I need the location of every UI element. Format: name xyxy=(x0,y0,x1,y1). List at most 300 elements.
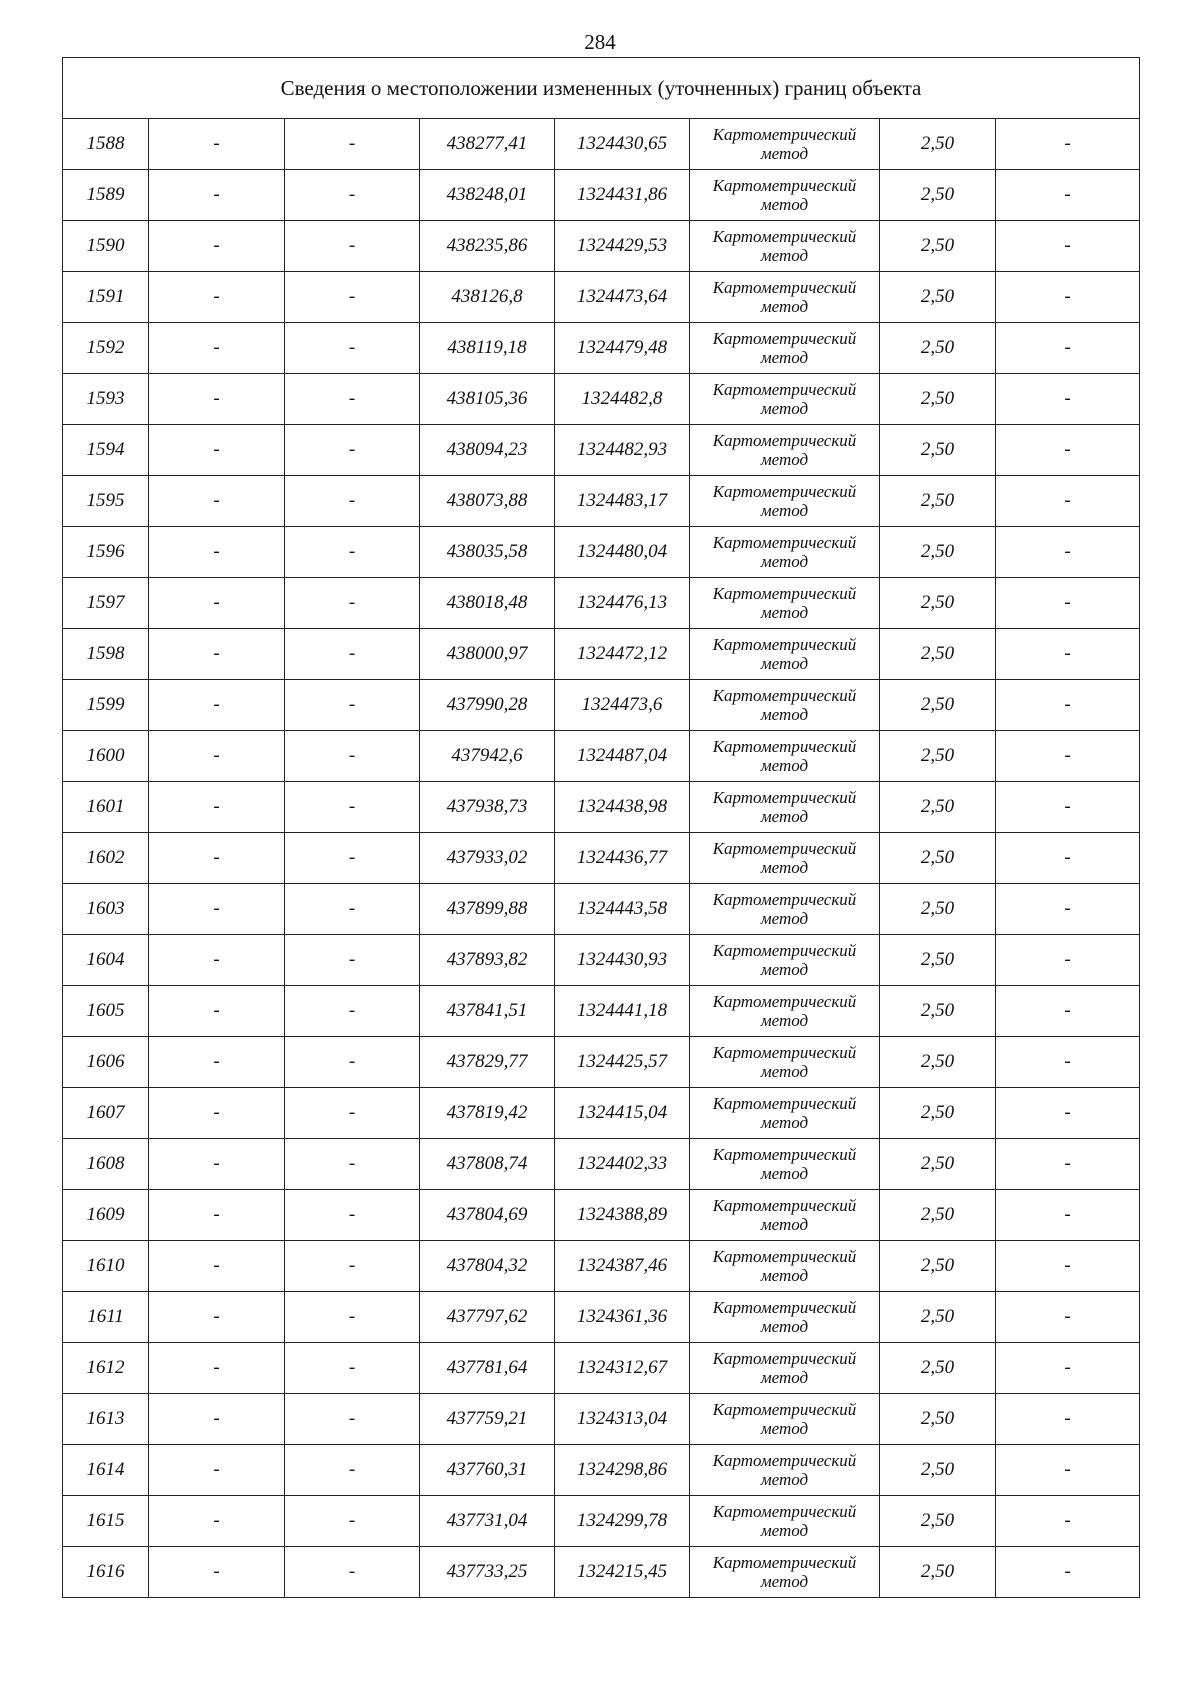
table-row xyxy=(63,1190,1140,1241)
new-x-cell: 437808,74 xyxy=(420,1139,555,1190)
point-number-cell: 1595 xyxy=(63,476,149,527)
new-y-cell: 1324313,04 xyxy=(555,1394,690,1445)
old-y-cell: - xyxy=(285,1292,420,1343)
point-number-cell: 1610 xyxy=(63,1241,149,1292)
point-number-cell: 1605 xyxy=(63,986,149,1037)
old-y-cell: - xyxy=(285,1190,420,1241)
method-line-2: метод xyxy=(760,705,809,724)
old-y-cell: - xyxy=(285,323,420,374)
point-number-cell: 1604 xyxy=(63,935,149,986)
new-x-cell: 438035,58 xyxy=(420,527,555,578)
method-line-1: Картометрический xyxy=(712,1247,857,1266)
old-x-cell: - xyxy=(149,272,285,323)
method-line-2: метод xyxy=(760,603,809,622)
new-x-cell: 437781,64 xyxy=(420,1343,555,1394)
point-number-cell: 1614 xyxy=(63,1445,149,1496)
old-y-cell: - xyxy=(285,884,420,935)
description-cell: - xyxy=(996,731,1140,782)
accuracy-cell: 2,50 xyxy=(880,731,996,782)
description-cell: - xyxy=(996,119,1140,170)
table-row xyxy=(63,884,1140,935)
method-line-1: Картометрический xyxy=(712,1298,857,1317)
old-x-cell: - xyxy=(149,1292,285,1343)
old-y-cell: - xyxy=(285,935,420,986)
table-row xyxy=(63,1496,1140,1547)
method-line-1: Картометрический xyxy=(712,839,857,858)
table-row xyxy=(63,1139,1140,1190)
table-row xyxy=(63,782,1140,833)
table-row xyxy=(63,1292,1140,1343)
old-x-cell: - xyxy=(149,1037,285,1088)
new-y-cell: 1324387,46 xyxy=(555,1241,690,1292)
method-line-2: метод xyxy=(760,1266,809,1285)
old-x-cell: - xyxy=(149,629,285,680)
point-number-cell: 1591 xyxy=(63,272,149,323)
accuracy-cell: 2,50 xyxy=(880,1496,996,1547)
accuracy-cell: 2,50 xyxy=(880,1190,996,1241)
method-cell xyxy=(690,629,880,680)
method-line-1: Картометрический xyxy=(712,482,857,501)
new-y-cell: 1324402,33 xyxy=(555,1139,690,1190)
table-row xyxy=(63,1088,1140,1139)
old-y-cell: - xyxy=(285,221,420,272)
accuracy-cell: 2,50 xyxy=(880,1088,996,1139)
old-x-cell: - xyxy=(149,935,285,986)
method-line-2: метод xyxy=(760,1164,809,1183)
old-y-cell: - xyxy=(285,476,420,527)
table-row xyxy=(63,1241,1140,1292)
old-x-cell: - xyxy=(149,884,285,935)
old-y-cell: - xyxy=(285,1343,420,1394)
accuracy-cell: 2,50 xyxy=(880,578,996,629)
description-cell: - xyxy=(996,1496,1140,1547)
description-cell: - xyxy=(996,680,1140,731)
new-x-cell: 437804,69 xyxy=(420,1190,555,1241)
method-cell xyxy=(690,1547,880,1598)
point-number-cell: 1598 xyxy=(63,629,149,680)
method-cell xyxy=(690,1496,880,1547)
method-cell xyxy=(690,374,880,425)
new-y-cell: 1324299,78 xyxy=(555,1496,690,1547)
accuracy-cell: 2,50 xyxy=(880,986,996,1037)
table-row xyxy=(63,272,1140,323)
new-x-cell: 437841,51 xyxy=(420,986,555,1037)
method-cell xyxy=(690,1241,880,1292)
old-x-cell: - xyxy=(149,1088,285,1139)
method-line-1: Картометрический xyxy=(712,1400,857,1419)
method-cell xyxy=(690,170,880,221)
old-x-cell: - xyxy=(149,1343,285,1394)
description-cell: - xyxy=(996,1547,1140,1598)
description-cell: - xyxy=(996,1394,1140,1445)
method-line-1: Картометрический xyxy=(712,686,857,705)
point-number-cell: 1613 xyxy=(63,1394,149,1445)
old-x-cell: - xyxy=(149,731,285,782)
point-number-cell: 1608 xyxy=(63,1139,149,1190)
method-line-1: Картометрический xyxy=(712,278,857,297)
new-y-cell: 1324487,04 xyxy=(555,731,690,782)
new-y-cell: 1324483,17 xyxy=(555,476,690,527)
point-number-cell: 1612 xyxy=(63,1343,149,1394)
method-line-1: Картометрический xyxy=(712,584,857,603)
description-cell: - xyxy=(996,1190,1140,1241)
method-line-2: метод xyxy=(760,1062,809,1081)
table-row xyxy=(63,170,1140,221)
new-x-cell: 438126,8 xyxy=(420,272,555,323)
accuracy-cell: 2,50 xyxy=(880,833,996,884)
accuracy-cell: 2,50 xyxy=(880,1394,996,1445)
description-cell: - xyxy=(996,476,1140,527)
accuracy-cell: 2,50 xyxy=(880,1547,996,1598)
accuracy-cell: 2,50 xyxy=(880,1139,996,1190)
table-row xyxy=(63,1037,1140,1088)
page-number: 284 xyxy=(584,30,616,54)
method-cell xyxy=(690,578,880,629)
new-y-cell: 1324482,8 xyxy=(555,374,690,425)
description-cell: - xyxy=(996,986,1140,1037)
description-cell: - xyxy=(996,1292,1140,1343)
new-y-cell: 1324312,67 xyxy=(555,1343,690,1394)
old-y-cell: - xyxy=(285,782,420,833)
point-number-cell: 1603 xyxy=(63,884,149,935)
table-row xyxy=(63,425,1140,476)
accuracy-cell: 2,50 xyxy=(880,374,996,425)
method-cell xyxy=(690,323,880,374)
method-line-1: Картометрический xyxy=(712,1094,857,1113)
table-row xyxy=(63,323,1140,374)
table-row xyxy=(63,986,1140,1037)
description-cell: - xyxy=(996,1445,1140,1496)
method-cell xyxy=(690,986,880,1037)
description-cell: - xyxy=(996,1343,1140,1394)
old-x-cell: - xyxy=(149,374,285,425)
old-x-cell: - xyxy=(149,986,285,1037)
point-number-cell: 1615 xyxy=(63,1496,149,1547)
description-cell: - xyxy=(996,374,1140,425)
accuracy-cell: 2,50 xyxy=(880,1037,996,1088)
method-cell xyxy=(690,680,880,731)
method-cell xyxy=(690,1139,880,1190)
description-cell: - xyxy=(996,884,1140,935)
new-y-cell: 1324388,89 xyxy=(555,1190,690,1241)
old-x-cell: - xyxy=(149,680,285,731)
old-y-cell: - xyxy=(285,272,420,323)
old-y-cell: - xyxy=(285,1088,420,1139)
old-y-cell: - xyxy=(285,119,420,170)
new-x-cell: 437797,62 xyxy=(420,1292,555,1343)
old-y-cell: - xyxy=(285,680,420,731)
method-line-2: метод xyxy=(760,1572,809,1591)
table-row xyxy=(63,527,1140,578)
method-line-2: метод xyxy=(760,297,809,316)
old-x-cell: - xyxy=(149,476,285,527)
new-x-cell: 437990,28 xyxy=(420,680,555,731)
accuracy-cell: 2,50 xyxy=(880,1292,996,1343)
method-cell xyxy=(690,1343,880,1394)
new-y-cell: 1324479,48 xyxy=(555,323,690,374)
old-x-cell: - xyxy=(149,1241,285,1292)
description-cell: - xyxy=(996,935,1140,986)
accuracy-cell: 2,50 xyxy=(880,425,996,476)
method-line-2: метод xyxy=(760,1470,809,1489)
description-cell: - xyxy=(996,833,1140,884)
new-x-cell: 438018,48 xyxy=(420,578,555,629)
description-cell: - xyxy=(996,1037,1140,1088)
new-x-cell: 437938,73 xyxy=(420,782,555,833)
method-line-2: метод xyxy=(760,1113,809,1132)
method-line-2: метод xyxy=(760,1215,809,1234)
table-row xyxy=(63,731,1140,782)
old-x-cell: - xyxy=(149,1547,285,1598)
method-line-1: Картометрический xyxy=(712,635,857,654)
table-row xyxy=(63,935,1140,986)
boundary-coordinates-table xyxy=(62,57,1140,1598)
old-x-cell: - xyxy=(149,1394,285,1445)
old-x-cell: - xyxy=(149,1496,285,1547)
table-row xyxy=(63,374,1140,425)
new-x-cell: 437899,88 xyxy=(420,884,555,935)
accuracy-cell: 2,50 xyxy=(880,1241,996,1292)
method-line-2: метод xyxy=(760,246,809,265)
method-line-2: метод xyxy=(760,909,809,928)
table-row xyxy=(63,578,1140,629)
method-cell xyxy=(690,1190,880,1241)
table-title: Сведения о местоположении измененных (уточненных) границ объекта xyxy=(63,58,1140,119)
method-line-1: Картометрический xyxy=(712,533,857,552)
old-y-cell: - xyxy=(285,731,420,782)
method-line-1: Картометрический xyxy=(712,380,857,399)
method-line-2: метод xyxy=(760,195,809,214)
point-number-cell: 1597 xyxy=(63,578,149,629)
new-y-cell: 1324438,98 xyxy=(555,782,690,833)
table-row xyxy=(63,629,1140,680)
table-row xyxy=(63,1445,1140,1496)
point-number-cell: 1599 xyxy=(63,680,149,731)
accuracy-cell: 2,50 xyxy=(880,782,996,833)
old-x-cell: - xyxy=(149,833,285,884)
method-line-1: Картометрический xyxy=(712,125,857,144)
new-y-cell: 1324441,18 xyxy=(555,986,690,1037)
new-x-cell: 438094,23 xyxy=(420,425,555,476)
accuracy-cell: 2,50 xyxy=(880,884,996,935)
table-row xyxy=(63,119,1140,170)
old-x-cell: - xyxy=(149,425,285,476)
old-x-cell: - xyxy=(149,170,285,221)
point-number-cell: 1606 xyxy=(63,1037,149,1088)
method-line-1: Картометрический xyxy=(712,788,857,807)
accuracy-cell: 2,50 xyxy=(880,680,996,731)
table-row xyxy=(63,1394,1140,1445)
new-y-cell: 1324215,45 xyxy=(555,1547,690,1598)
new-x-cell: 438105,36 xyxy=(420,374,555,425)
point-number-cell: 1589 xyxy=(63,170,149,221)
method-line-1: Картометрический xyxy=(712,1553,857,1572)
method-line-2: метод xyxy=(760,1521,809,1540)
method-line-1: Картометрический xyxy=(712,431,857,450)
method-line-2: метод xyxy=(760,552,809,571)
accuracy-cell: 2,50 xyxy=(880,1343,996,1394)
method-line-2: метод xyxy=(760,450,809,469)
description-cell: - xyxy=(996,272,1140,323)
point-number-cell: 1594 xyxy=(63,425,149,476)
point-number-cell: 1611 xyxy=(63,1292,149,1343)
method-line-1: Картометрический xyxy=(712,227,857,246)
description-cell: - xyxy=(996,578,1140,629)
accuracy-cell: 2,50 xyxy=(880,476,996,527)
method-cell xyxy=(690,1445,880,1496)
method-cell xyxy=(690,119,880,170)
new-x-cell: 438248,01 xyxy=(420,170,555,221)
new-y-cell: 1324473,64 xyxy=(555,272,690,323)
description-cell: - xyxy=(996,425,1140,476)
old-x-cell: - xyxy=(149,323,285,374)
method-line-1: Картометрический xyxy=(712,1145,857,1164)
old-y-cell: - xyxy=(285,1037,420,1088)
old-y-cell: - xyxy=(285,629,420,680)
accuracy-cell: 2,50 xyxy=(880,629,996,680)
description-cell: - xyxy=(996,323,1140,374)
description-cell: - xyxy=(996,629,1140,680)
new-y-cell: 1324298,86 xyxy=(555,1445,690,1496)
new-y-cell: 1324431,86 xyxy=(555,170,690,221)
method-line-2: метод xyxy=(760,858,809,877)
method-line-2: метод xyxy=(760,1419,809,1438)
description-cell: - xyxy=(996,1139,1140,1190)
accuracy-cell: 2,50 xyxy=(880,323,996,374)
new-x-cell: 437804,32 xyxy=(420,1241,555,1292)
method-cell xyxy=(690,782,880,833)
new-x-cell: 437933,02 xyxy=(420,833,555,884)
new-y-cell: 1324361,36 xyxy=(555,1292,690,1343)
accuracy-cell: 2,50 xyxy=(880,221,996,272)
old-y-cell: - xyxy=(285,1496,420,1547)
point-number-cell: 1593 xyxy=(63,374,149,425)
method-line-1: Картометрический xyxy=(712,1196,857,1215)
method-line-1: Картометрический xyxy=(712,176,857,195)
old-x-cell: - xyxy=(149,578,285,629)
method-cell xyxy=(690,425,880,476)
new-y-cell: 1324429,53 xyxy=(555,221,690,272)
accuracy-cell: 2,50 xyxy=(880,119,996,170)
old-x-cell: - xyxy=(149,221,285,272)
method-line-1: Картометрический xyxy=(712,1502,857,1521)
description-cell: - xyxy=(996,1241,1140,1292)
old-y-cell: - xyxy=(285,578,420,629)
description-cell: - xyxy=(996,1088,1140,1139)
old-x-cell: - xyxy=(149,1190,285,1241)
point-number-cell: 1602 xyxy=(63,833,149,884)
method-line-1: Картометрический xyxy=(712,737,857,756)
new-y-cell: 1324425,57 xyxy=(555,1037,690,1088)
method-line-2: метод xyxy=(760,399,809,418)
method-cell xyxy=(690,272,880,323)
old-y-cell: - xyxy=(285,1241,420,1292)
new-x-cell: 437759,21 xyxy=(420,1394,555,1445)
method-cell xyxy=(690,221,880,272)
point-number-cell: 1596 xyxy=(63,527,149,578)
new-x-cell: 438000,97 xyxy=(420,629,555,680)
description-cell: - xyxy=(996,221,1140,272)
old-x-cell: - xyxy=(149,1139,285,1190)
new-y-cell: 1324480,04 xyxy=(555,527,690,578)
method-line-1: Картометрический xyxy=(712,992,857,1011)
method-line-1: Картометрический xyxy=(712,1349,857,1368)
table-row xyxy=(63,1343,1140,1394)
method-cell xyxy=(690,884,880,935)
accuracy-cell: 2,50 xyxy=(880,935,996,986)
method-cell xyxy=(690,833,880,884)
new-x-cell: 437819,42 xyxy=(420,1088,555,1139)
accuracy-cell: 2,50 xyxy=(880,272,996,323)
method-line-1: Картометрический xyxy=(712,941,857,960)
accuracy-cell: 2,50 xyxy=(880,170,996,221)
point-number-cell: 1600 xyxy=(63,731,149,782)
method-line-2: метод xyxy=(760,348,809,367)
method-cell xyxy=(690,527,880,578)
new-y-cell: 1324472,12 xyxy=(555,629,690,680)
new-x-cell: 437733,25 xyxy=(420,1547,555,1598)
new-x-cell: 438073,88 xyxy=(420,476,555,527)
new-y-cell: 1324430,65 xyxy=(555,119,690,170)
point-number-cell: 1601 xyxy=(63,782,149,833)
accuracy-cell: 2,50 xyxy=(880,527,996,578)
method-line-2: метод xyxy=(760,1368,809,1387)
accuracy-cell: 2,50 xyxy=(880,1445,996,1496)
old-y-cell: - xyxy=(285,986,420,1037)
old-y-cell: - xyxy=(285,1445,420,1496)
old-x-cell: - xyxy=(149,527,285,578)
method-line-2: метод xyxy=(760,654,809,673)
new-x-cell: 437760,31 xyxy=(420,1445,555,1496)
new-x-cell: 437893,82 xyxy=(420,935,555,986)
method-line-2: метод xyxy=(760,807,809,826)
new-x-cell: 438277,41 xyxy=(420,119,555,170)
new-y-cell: 1324430,93 xyxy=(555,935,690,986)
description-cell: - xyxy=(996,170,1140,221)
old-x-cell: - xyxy=(149,1445,285,1496)
new-y-cell: 1324482,93 xyxy=(555,425,690,476)
new-x-cell: 437829,77 xyxy=(420,1037,555,1088)
point-number-cell: 1590 xyxy=(63,221,149,272)
new-x-cell: 438119,18 xyxy=(420,323,555,374)
point-number-cell: 1588 xyxy=(63,119,149,170)
new-y-cell: 1324415,04 xyxy=(555,1088,690,1139)
old-y-cell: - xyxy=(285,1394,420,1445)
old-x-cell: - xyxy=(149,119,285,170)
table-row xyxy=(63,833,1140,884)
method-line-2: метод xyxy=(760,960,809,979)
point-number-cell: 1616 xyxy=(63,1547,149,1598)
method-line-2: метод xyxy=(760,756,809,775)
old-x-cell: - xyxy=(149,782,285,833)
description-cell: - xyxy=(996,527,1140,578)
method-cell xyxy=(690,1088,880,1139)
method-line-2: метод xyxy=(760,144,809,163)
old-y-cell: - xyxy=(285,527,420,578)
new-y-cell: 1324473,6 xyxy=(555,680,690,731)
point-number-cell: 1609 xyxy=(63,1190,149,1241)
old-y-cell: - xyxy=(285,1547,420,1598)
old-y-cell: - xyxy=(285,425,420,476)
point-number-cell: 1592 xyxy=(63,323,149,374)
new-x-cell: 437731,04 xyxy=(420,1496,555,1547)
description-cell: - xyxy=(996,782,1140,833)
method-line-2: метод xyxy=(760,1317,809,1336)
method-cell xyxy=(690,476,880,527)
new-y-cell: 1324476,13 xyxy=(555,578,690,629)
old-y-cell: - xyxy=(285,374,420,425)
method-cell xyxy=(690,1037,880,1088)
